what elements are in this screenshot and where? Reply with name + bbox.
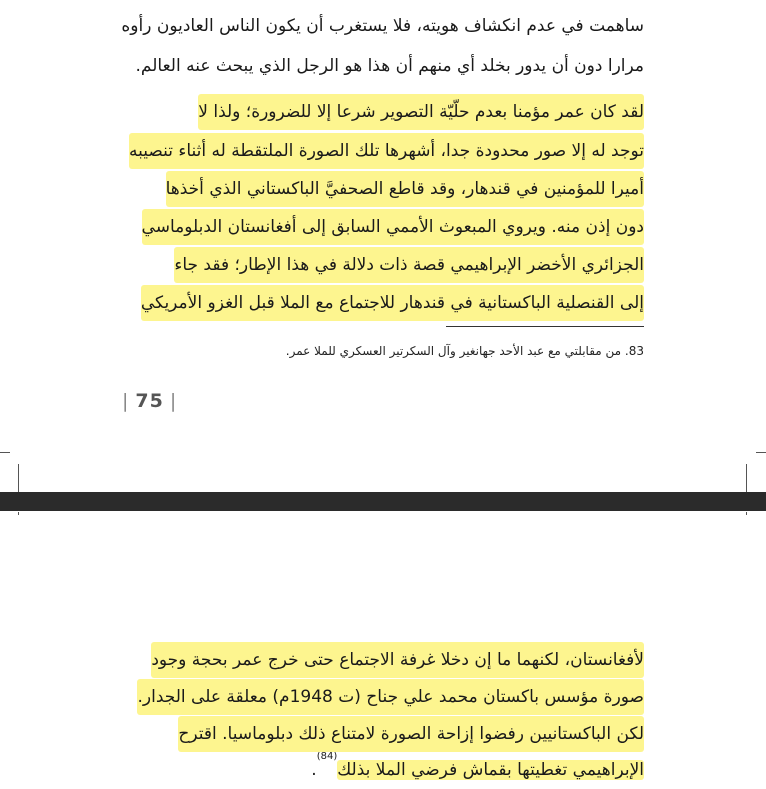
highlighted-text-line: الجزائري الأخضر الإبراهيمي قصة ذات دلالة في هذا الإطار؛ فقد جاء xyxy=(174,247,644,283)
sentence-end: . xyxy=(311,760,317,780)
crop-mark xyxy=(746,464,747,492)
crop-mark xyxy=(18,464,19,492)
crop-mark xyxy=(756,452,766,453)
highlighted-text-line: إلى القنصلية الباكستانية في قندهار للاجتماع مع الملا قبل الغزو الأمريكي xyxy=(141,285,644,321)
highlighted-text-line: لأفغانستان، لكنهما ما إن دخلا غرفة الاجتماع حتى خرج عمر بحجة وجود xyxy=(151,642,644,678)
highlighted-text-line: أميرا للمؤمنين في قندهار، وقد قاطع الصحفيَّ الباكستاني الذي أخذها xyxy=(166,171,644,207)
highlighted-text: الإبراهيمي تغطيتها بقماش فرضي الملا بذلك xyxy=(337,760,644,780)
footnote-divider xyxy=(446,326,644,327)
page-number-bar: | xyxy=(122,390,130,412)
footnote-reference: (84) xyxy=(316,752,338,762)
text-line: ساهمت في عدم انكشاف هويته، فلا يستغرب أن يكون الناس العاديون رأوه xyxy=(121,16,644,36)
page-separator-bar xyxy=(0,492,766,511)
crop-mark xyxy=(0,452,10,453)
highlighted-text-line: لكن الباكستانيين رفضوا إزاحة الصورة لامتناع ذلك دبلوماسيا. اقترح xyxy=(178,716,644,752)
footnote: 83. من مقابلتي مع عبد الأحد جهانغير وآل السكرتير العسكري للملا عمر. xyxy=(285,344,644,358)
text-line: مرارا دون أن يدور بخلد أي منهم أن هذا هو الرجل الذي يبحث عنه العالم. xyxy=(135,56,644,76)
text-line xyxy=(311,752,644,788)
highlighted-text-line: صورة مؤسس باكستان محمد علي جناح (ت 1948م) معلقة على الجدار. xyxy=(137,679,644,715)
page-number-value: 75 xyxy=(135,390,164,412)
page-number-bar: | xyxy=(169,390,178,412)
highlighted-text-line: توجد له إلا صور محدودة جدا، أشهرها تلك الصورة الملتقطة له أثناء تنصيبه xyxy=(129,133,644,169)
highlighted-text-line: لقد كان عمر مؤمنا بعدم حلّيّة التصوير شرعا إلا للضرورة؛ ولذا لا xyxy=(198,94,644,130)
highlighted-text-line: دون إذن منه. ويروي المبعوث الأممي السابق إلى أفغانستان الدبلوماسي xyxy=(142,209,644,245)
book-page-bottom xyxy=(0,515,766,789)
page-number xyxy=(116,388,183,414)
